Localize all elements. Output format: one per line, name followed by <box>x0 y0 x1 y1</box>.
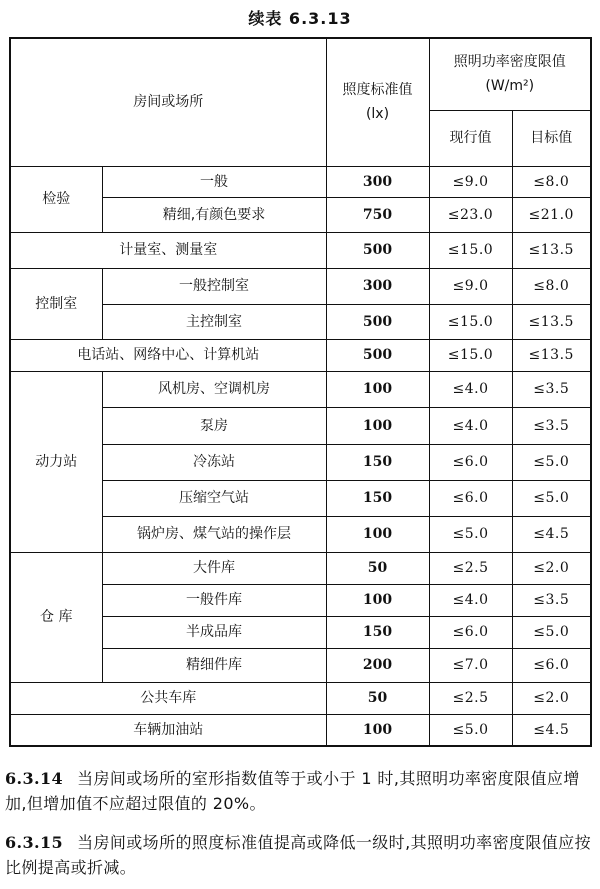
group-cell: 仓 库 <box>10 552 102 682</box>
illuminance-value: 150 <box>326 616 429 648</box>
room-name: 一般控制室 <box>102 268 326 304</box>
target-limit: ≤8.0 <box>512 268 591 304</box>
table-row <box>10 166 591 197</box>
target-limit: ≤5.0 <box>512 444 591 480</box>
header-target: 目标值 <box>512 110 591 166</box>
table-row <box>10 339 591 371</box>
current-limit: ≤15.0 <box>429 304 512 339</box>
clause-number: 6.3.14 <box>5 769 64 788</box>
illuminance-value: 750 <box>326 197 429 232</box>
header-current: 现行值 <box>429 110 512 166</box>
room-name: 一般件库 <box>102 584 326 616</box>
clause-6-3-15 <box>5 830 593 880</box>
table-row <box>10 268 591 304</box>
illuminance-value: 150 <box>326 444 429 480</box>
current-limit: ≤4.0 <box>429 407 512 444</box>
clause-text: 当房间或场所的照度标准值提高或降低一级时,其照明功率密度限值应按比例提高或折减。 <box>5 833 591 877</box>
current-limit: ≤9.0 <box>429 268 512 304</box>
lighting-power-density-table <box>9 37 592 747</box>
target-limit: ≤4.5 <box>512 516 591 552</box>
illuminance-value: 300 <box>326 166 429 197</box>
table-row <box>10 232 591 268</box>
current-limit: ≤7.0 <box>429 648 512 682</box>
illuminance-value: 100 <box>326 371 429 407</box>
header-room: 房间或场所 <box>10 38 326 166</box>
table-row <box>10 371 591 407</box>
illuminance-value: 200 <box>326 648 429 682</box>
header-illuminance-unit: (lx) <box>365 106 390 123</box>
room-name: 精细件库 <box>102 648 326 682</box>
room-name: 一般 <box>102 166 326 197</box>
current-limit: ≤4.0 <box>429 584 512 616</box>
illuminance-value: 100 <box>326 516 429 552</box>
target-limit: ≤13.5 <box>512 339 591 371</box>
current-limit: ≤4.0 <box>429 371 512 407</box>
current-limit: ≤6.0 <box>429 444 512 480</box>
clause-6-3-14 <box>5 766 593 816</box>
room-name: 锅炉房、煤气站的操作层 <box>102 516 326 552</box>
illuminance-value: 500 <box>326 339 429 371</box>
header-lpd-title: 照明功率密度限值 <box>453 54 566 71</box>
room-name: 冷冻站 <box>102 444 326 480</box>
target-limit: ≤13.5 <box>512 232 591 268</box>
illuminance-value: 100 <box>326 714 429 746</box>
illuminance-value: 100 <box>326 407 429 444</box>
table-caption: 续表 6.3.13 <box>248 9 352 28</box>
header-row-1 <box>10 38 591 110</box>
target-limit: ≤2.0 <box>512 682 591 714</box>
target-limit: ≤3.5 <box>512 407 591 444</box>
current-limit: ≤5.0 <box>429 714 512 746</box>
room-name: 大件库 <box>102 552 326 584</box>
target-limit: ≤3.5 <box>512 584 591 616</box>
current-limit: ≤2.5 <box>429 552 512 584</box>
table-row <box>10 552 591 584</box>
illuminance-value: 100 <box>326 584 429 616</box>
current-limit: ≤15.0 <box>429 232 512 268</box>
room-name: 计量室、测量室 <box>10 232 326 268</box>
target-limit: ≤5.0 <box>512 480 591 516</box>
group-cell: 动力站 <box>10 371 102 552</box>
table-row <box>10 682 591 714</box>
group-cell: 控制室 <box>10 268 102 339</box>
illuminance-value: 500 <box>326 304 429 339</box>
current-limit: ≤2.5 <box>429 682 512 714</box>
clause-text: 当房间或场所的室形指数值等于或小于 1 时,其照明功率密度限值应增加,但增加值不应超过限值的 20%。 <box>5 769 580 813</box>
illuminance-value: 50 <box>326 552 429 584</box>
group-cell: 检验 <box>10 166 102 232</box>
target-limit: ≤4.5 <box>512 714 591 746</box>
target-limit: ≤21.0 <box>512 197 591 232</box>
illuminance-value: 150 <box>326 480 429 516</box>
header-illuminance <box>326 38 429 166</box>
current-limit: ≤6.0 <box>429 480 512 516</box>
room-name: 公共车库 <box>10 682 326 714</box>
room-name: 泵房 <box>102 407 326 444</box>
target-limit: ≤13.5 <box>512 304 591 339</box>
header-illuminance-title: 照度标准值 <box>342 82 413 99</box>
current-limit: ≤23.0 <box>429 197 512 232</box>
table-row <box>10 714 591 746</box>
current-limit: ≤15.0 <box>429 339 512 371</box>
header-lpd-unit: (W/m²) <box>485 78 535 95</box>
header-lpd <box>429 38 591 110</box>
room-name: 车辆加油站 <box>10 714 326 746</box>
illuminance-value: 300 <box>326 268 429 304</box>
clause-number: 6.3.15 <box>5 833 64 852</box>
illuminance-value: 50 <box>326 682 429 714</box>
room-name: 风机房、空调机房 <box>102 371 326 407</box>
illuminance-value: 500 <box>326 232 429 268</box>
room-name: 主控制室 <box>102 304 326 339</box>
current-limit: ≤5.0 <box>429 516 512 552</box>
current-limit: ≤6.0 <box>429 616 512 648</box>
room-name: 电话站、网络中心、计算机站 <box>10 339 326 371</box>
current-limit: ≤9.0 <box>429 166 512 197</box>
target-limit: ≤6.0 <box>512 648 591 682</box>
room-name: 压缩空气站 <box>102 480 326 516</box>
target-limit: ≤2.0 <box>512 552 591 584</box>
room-name: 精细,有颜色要求 <box>102 197 326 232</box>
target-limit: ≤3.5 <box>512 371 591 407</box>
target-limit: ≤5.0 <box>512 616 591 648</box>
room-name: 半成品库 <box>102 616 326 648</box>
target-limit: ≤8.0 <box>512 166 591 197</box>
